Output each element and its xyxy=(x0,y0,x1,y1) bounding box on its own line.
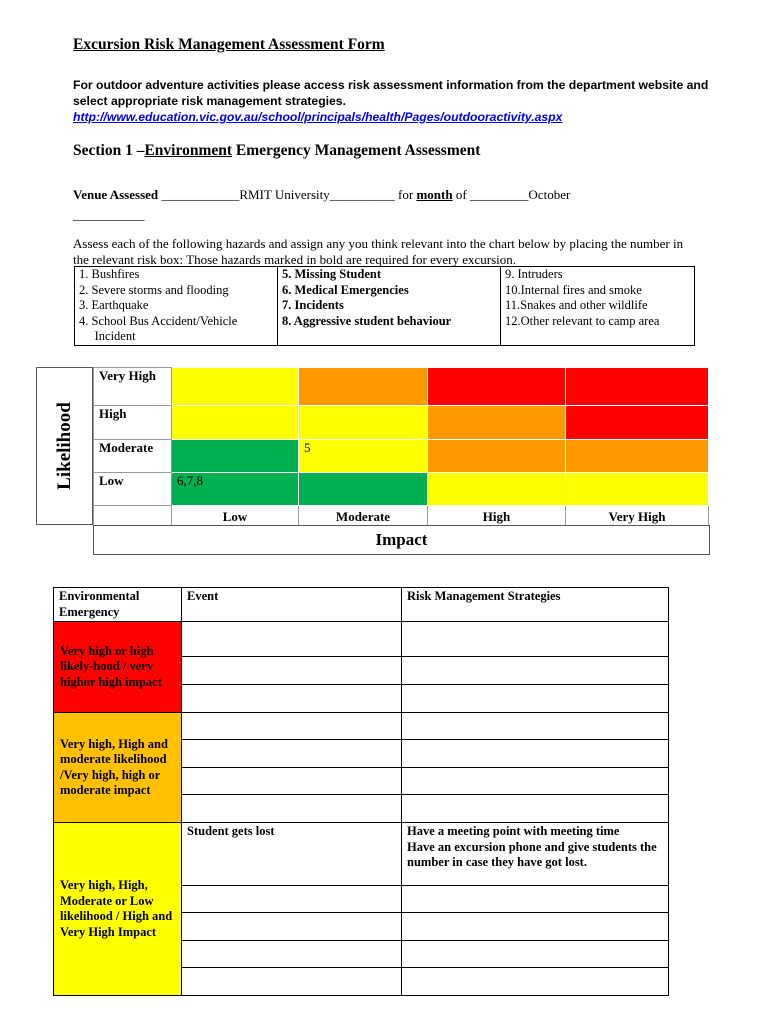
venue-blank-after: __________ xyxy=(329,187,395,202)
matrix-corner xyxy=(94,506,172,526)
month-label: month xyxy=(416,187,453,202)
assess-instructions: Assess each of the following hazards and assign any you think relevant into the chart below by placing the number in the relevant risk box: Those hazards marked in bold are required for every excursion. xyxy=(73,236,684,267)
section-rest: Emergency Management Assessment xyxy=(232,142,481,159)
section-heading xyxy=(73,142,480,160)
risk-cell[interactable] xyxy=(299,406,428,440)
risk-cell[interactable] xyxy=(566,406,709,440)
hazard-item: 2. Severe storms and flooding xyxy=(79,282,229,297)
hazard-item: 10.Internal fires and smoke xyxy=(505,282,642,297)
category-high-risk: Very high or high likely-hood / very highor high impact xyxy=(54,622,182,713)
risk-strategy-table xyxy=(53,587,669,996)
intro-text: For outdoor adventure activities please access risk assessment information from the department website and select appropriate risk management strategies. xyxy=(73,78,709,108)
risk-cell[interactable]: 5 xyxy=(299,440,428,473)
of-text: of xyxy=(452,187,470,202)
header-risk-strategies: Risk Management Strategies xyxy=(402,588,669,622)
event-cell[interactable] xyxy=(182,768,402,795)
strategy-cell[interactable] xyxy=(402,713,669,740)
venue-line xyxy=(73,185,693,225)
strategy-cell[interactable] xyxy=(402,941,669,968)
department-link[interactable]: http://www.education.vic.gov.au/school/principals/health/Pages/outdooractivity.aspx xyxy=(73,110,563,124)
impact-level-label: Low xyxy=(172,506,299,526)
hazard-list-table xyxy=(74,266,695,346)
risk-cell[interactable] xyxy=(172,368,299,406)
risk-matrix xyxy=(93,367,709,526)
strategy-cell[interactable]: Have a meeting point with meeting time Have an excursion phone and give students the number in case they have got lost. xyxy=(402,823,669,886)
section-underlined: Environment xyxy=(144,142,233,159)
month-blank: _________ xyxy=(469,187,529,202)
hazard-item: 1. Bushfires xyxy=(79,267,140,281)
hazard-item: 9. Intruders xyxy=(505,267,563,281)
hazard-column-3 xyxy=(501,267,695,346)
strategy-cell[interactable] xyxy=(402,968,669,996)
event-cell[interactable] xyxy=(182,657,402,685)
risk-cell[interactable] xyxy=(566,473,709,506)
event-cell[interactable] xyxy=(182,713,402,740)
strategy-cell[interactable] xyxy=(402,795,669,823)
form-title: Excursion Risk Management Assessment Form xyxy=(73,36,385,53)
hazard-column-1 xyxy=(75,267,278,346)
likelihood-axis xyxy=(36,367,93,525)
strategy-cell[interactable] xyxy=(402,685,669,713)
event-cell[interactable]: Student gets lost xyxy=(182,823,402,886)
event-cell[interactable] xyxy=(182,886,402,913)
header-environmental-emergency: Environmental Emergency xyxy=(54,588,182,622)
hazard-item: 4. School Bus Accident/Vehicle xyxy=(79,313,238,328)
risk-cell[interactable] xyxy=(428,368,566,406)
risk-cell[interactable] xyxy=(566,368,709,406)
hazard-item-required: 7. Incidents xyxy=(282,298,344,312)
for-text: for xyxy=(394,187,417,202)
risk-cell[interactable] xyxy=(172,440,299,473)
month-value[interactable]: October xyxy=(528,187,571,202)
likelihood-row-label: High xyxy=(94,406,172,440)
hazard-item-required: 8. Aggressive student behaviour xyxy=(282,313,452,328)
risk-cell[interactable] xyxy=(428,440,566,473)
strategy-cell[interactable] xyxy=(402,740,669,768)
category-lower-risk: Very high, High, Moderate or Low likelihood / High and Very High Impact xyxy=(54,823,182,996)
likelihood-row-label: Low xyxy=(94,473,172,506)
hazard-item: 3. Earthquake xyxy=(79,298,149,312)
category-medium-risk: Very high, High and moderate likelihood /Very high, high or moderate impact xyxy=(54,713,182,823)
impact-axis-label: Impact xyxy=(93,525,710,555)
venue-blank: ____________ xyxy=(158,187,240,202)
impact-level-label: High xyxy=(428,506,566,526)
event-cell[interactable] xyxy=(182,622,402,657)
event-cell[interactable] xyxy=(182,795,402,823)
risk-cell[interactable] xyxy=(428,406,566,440)
likelihood-label: Likelihood xyxy=(53,402,75,490)
risk-cell[interactable] xyxy=(172,406,299,440)
section-prefix: Section 1 – xyxy=(73,142,145,159)
intro-paragraph xyxy=(73,77,733,125)
hazard-item: Incident xyxy=(79,329,136,343)
strategy-cell[interactable] xyxy=(402,886,669,913)
strategy-cell[interactable] xyxy=(402,913,669,941)
hazard-column-2 xyxy=(278,267,501,346)
risk-cell[interactable] xyxy=(566,440,709,473)
risk-cell[interactable] xyxy=(428,473,566,506)
hazard-item-required: 5. Missing Student xyxy=(282,267,381,281)
impact-level-label: Moderate xyxy=(299,506,428,526)
month-blank-after: ___________ xyxy=(73,207,145,222)
risk-cell[interactable]: 6,7,8 xyxy=(172,473,299,506)
event-cell[interactable] xyxy=(182,685,402,713)
strategy-cell[interactable] xyxy=(402,622,669,657)
risk-cell[interactable] xyxy=(299,368,428,406)
header-event: Event xyxy=(182,588,402,622)
event-cell[interactable] xyxy=(182,968,402,996)
strategy-cell[interactable] xyxy=(402,768,669,795)
venue-label: Venue Assessed xyxy=(73,187,159,202)
venue-value[interactable]: RMIT University xyxy=(239,187,330,202)
risk-cell[interactable] xyxy=(299,473,428,506)
hazard-item: 12.Other relevant to camp area xyxy=(505,313,660,328)
impact-level-label: Very High xyxy=(566,506,709,526)
event-cell[interactable] xyxy=(182,913,402,941)
likelihood-row-label: Very High xyxy=(94,368,172,406)
likelihood-row-label: Moderate xyxy=(94,440,172,473)
strategy-cell[interactable] xyxy=(402,657,669,685)
hazard-item-required: 6. Medical Emergencies xyxy=(282,282,409,297)
event-cell[interactable] xyxy=(182,941,402,968)
event-cell[interactable] xyxy=(182,740,402,768)
hazard-item: 11.Snakes and other wildlife xyxy=(505,298,648,312)
